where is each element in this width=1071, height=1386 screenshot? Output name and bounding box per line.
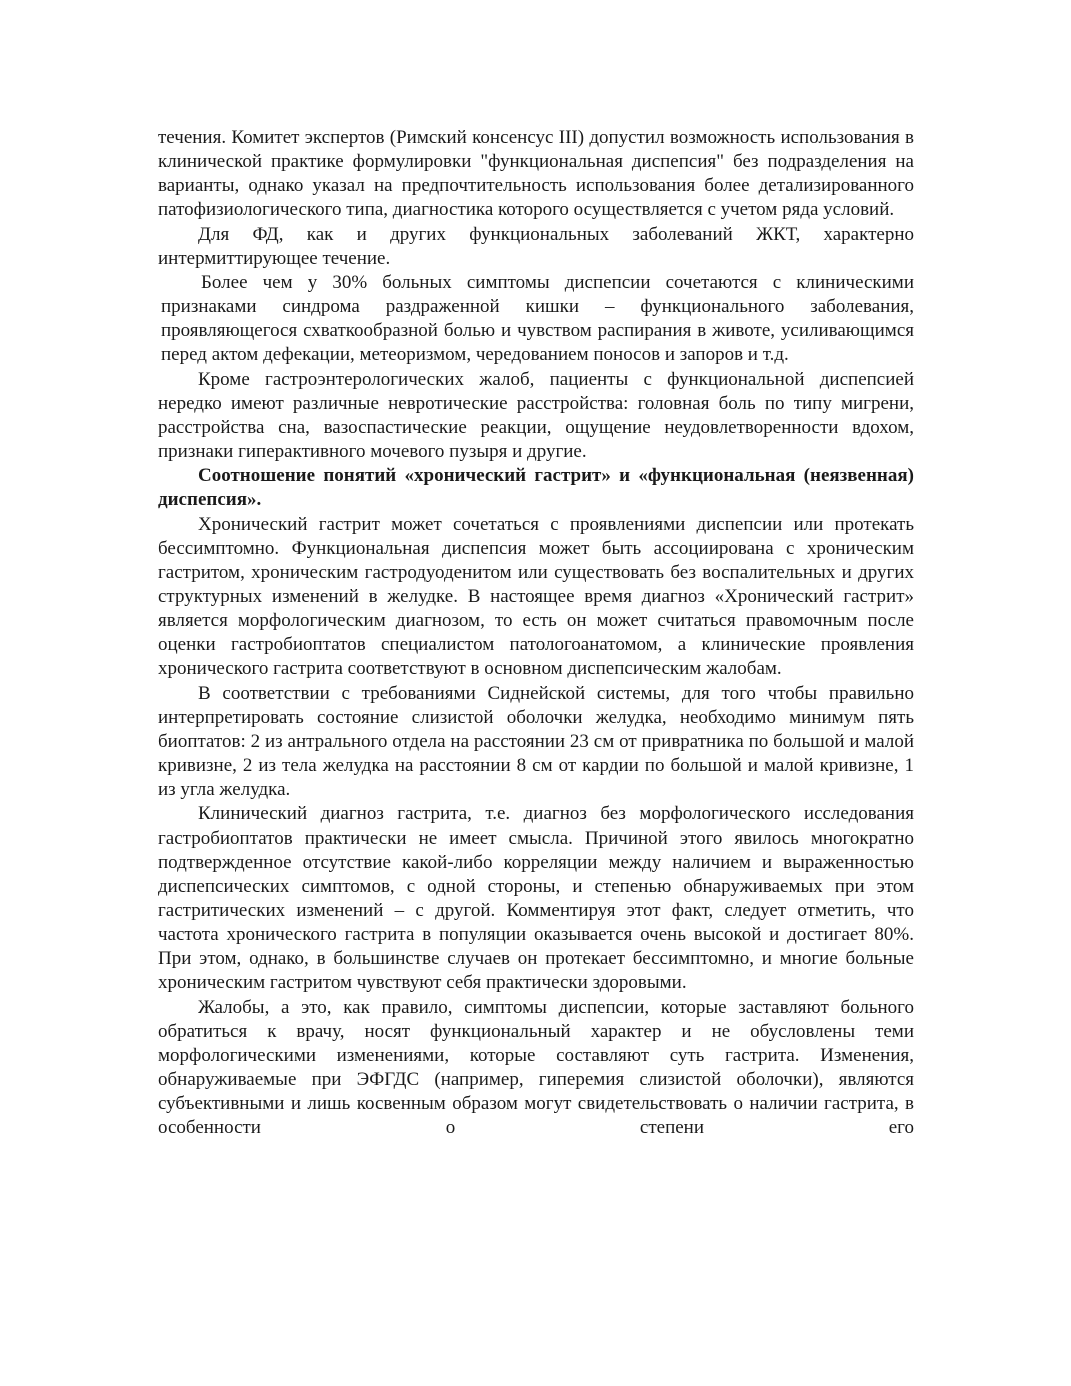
paragraph-chronic-gastritis: Хронический гастрит может сочетаться с проявлениями диспепсии или протекать бессимптомно. Функциональная диспепсия может быть ассоциирована с хроническим гастритом, хроническим гастродуоденитом или существовать без воспалительных и других структурных изменений в желудке. В настоящее время диагноз «Хронический гастрит» является морфологическим диагнозом, то есть он может считаться правомочным после оценки гастробиоптатов специалистом патологоанатомом, а клинические проявления хронического гастрита соответствуют в основном диспепсическим жалобам.	[158, 513, 914, 680]
paragraph-clinical-diagnosis: Клинический диагноз гастрита, т.е. диагноз без морфологического исследования гастробиоптатов практически не имеет смысла. Причиной этого явилось многократно подтвержденное отсутствие какой-либо корреляции между наличием и выраженностью диспепсических симптомов, с одной стороны, и степенью обнаруживаемых при этом гастритических изменений – с другой. Комментируя этот факт, следует отметить, что частота хронического гастрита в популяции оказывается очень высокой и достигает 80%. При этом, однако, в большинстве случаев он протекает бессимптомно, и многие больные хроническим гастритом чувствуют себя практически здоровыми.	[158, 803, 914, 994]
paragraph-ibs-overlap: Более чем у 30% больных симптомы диспепсии сочетаются с клиническими признаками синдрома раздраженной кишки – функционального заболевания, проявляющегося схваткообразной болью и чувством распирания в животе, усиливающимся перед актом дефекации, метеоризмом, чередованием поносов и запоров и т.д.	[161, 271, 914, 366]
paragraph-continuation: течения. Комитет экспертов (Римский консенсус III) допустил возможность использования в клинической практике формулировки "функциональная диспепсия" без подразделения на варианты, однако указал на предпочтительность использования более детализированного патофизиологического типа, диагностика которого осуществляется с учетом ряда условий.	[158, 127, 914, 221]
document-page	[158, 126, 914, 1141]
paragraph-sydney-system: В соответствии с требованиями Сиднейской системы, для того чтобы правильно интерпретировать состояние слизистой оболочки желудка, необходимо минимум пять биоптатов: 2 из антрального отдела на расстоянии 23 см от привратника по большой и малой кривизне, 2 из тела желудка на расстоянии 8 см от кардии по большой и малой кривизне, 1 из угла желудка.	[158, 682, 914, 801]
paragraph-intermittent-course: Для ФД, как и других функциональных заболеваний ЖКТ, характерно интермиттирующее течение.	[158, 223, 914, 269]
section-heading: Соотношение понятий «хронический гастрит» и «функциональная (неязвенная) диспепсия».	[158, 465, 914, 511]
paragraph-neurotic-disorders: Кроме гастроэнтерологических жалоб, пациенты с функциональной диспепсией нередко имеют различные невротические расстройства: головная боль по типу мигрени, расстройства сна, вазоспастические реакции, ощущение неудовлетворенности вдохом, признаки гиперактивного мочевого пузыря и другие.	[158, 368, 914, 463]
paragraph-complaints: Жалобы, а это, как правило, симптомы диспепсии, которые заставляют больного обратиться к врачу, носят функциональный характер и не обусловлены теми морфологическими изменениями, которые составляют суть гастрита. Изменения, обнаруживаемые при ЭФГДС (например, гиперемия слизистой оболочки), являются субъективными и лишь косвенным образом могут свидетельствовать о наличии гастрита, в особенности о степени его	[158, 996, 914, 1139]
